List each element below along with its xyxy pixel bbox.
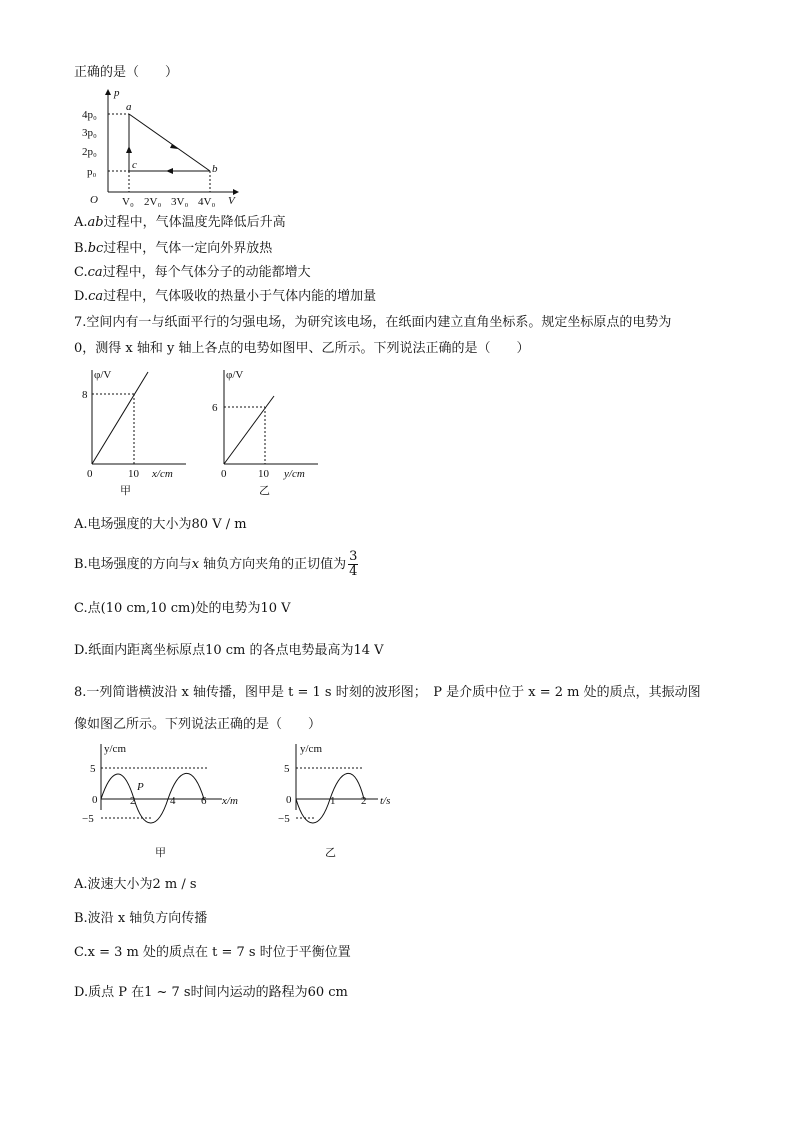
q6-option-b: B.bc过程中，气体一定向外界放热 bbox=[74, 241, 273, 256]
q8-yi-xtick-1: 1 bbox=[330, 795, 336, 807]
q7-option-c: C.点(10 cm,10 cm)处的电势为10 V bbox=[74, 601, 291, 616]
q8-jia-xtick-4: 4 bbox=[170, 795, 176, 807]
q8-yi-y-axis: y/cm bbox=[300, 743, 322, 755]
q8-stem-line2: 像如图乙所示。下列说法正确的是（ ） bbox=[74, 717, 322, 732]
q8-yi-ytick-pos: 5 bbox=[284, 763, 290, 775]
q8-jia-caption: 甲 bbox=[155, 847, 166, 859]
q6-ytick-4p0: 4p₀ bbox=[82, 109, 97, 121]
q7-jia-origin: 0 bbox=[87, 468, 93, 480]
q7-jia-y-axis: φ/V bbox=[94, 369, 112, 381]
q6-ytick-p0: p₀ bbox=[87, 166, 97, 178]
q8-stem-line1: 8.一列简谐横波沿 x 轴传播，图甲是 t = 1 s 时刻的波形图； P 是介质中位于 x = 2 m 处的质点，其振动图 bbox=[74, 685, 701, 700]
q7-jia-ytick: 8 bbox=[82, 389, 88, 401]
q6-option-c: C.ca过程中，每个气体分子的动能都增大 bbox=[74, 265, 311, 280]
q7-yi-xtick: 10 bbox=[258, 468, 269, 480]
q7-stem-line2: 0，测得 x 轴和 y 轴上各点的电势如图甲、乙所示。下列说法正确的是（ ） bbox=[74, 341, 530, 356]
q8-yi-caption: 乙 bbox=[325, 847, 336, 859]
q7-option-d: D.纸面内距离坐标原点10 cm 的各点电势最高为14 V bbox=[74, 643, 384, 658]
q8-yi-xtick-2: 2 bbox=[361, 795, 367, 807]
q8-option-c: C.x = 3 m 处的质点在 t = 7 s 时位于平衡位置 bbox=[74, 945, 351, 960]
q8-jia-origin: 0 bbox=[92, 794, 98, 806]
q7-yi-x-axis: y/cm bbox=[284, 468, 305, 480]
q8-yi-x-axis: t/s bbox=[380, 795, 391, 807]
q7-yi-y-axis: φ/V bbox=[226, 369, 244, 381]
q8-jia-point-p: P bbox=[137, 781, 144, 793]
q6-point-c: c bbox=[132, 159, 137, 171]
q6-xtick-2v0: 2V₀ bbox=[144, 196, 162, 208]
q7-option-a: A.电场强度的大小为80 V / m bbox=[74, 517, 247, 532]
q6-option-a: A.ab过程中，气体温度先降低后升高 bbox=[74, 215, 286, 230]
q6-xtick-v0: V₀ bbox=[122, 196, 134, 208]
q7-option-b: B.电场强度的方向与x 轴负方向夹角的正切值为 $\frac{3}{4}$ bbox=[74, 549, 358, 579]
q6-ytick-2p0: 2p₀ bbox=[82, 146, 97, 158]
q7-yi-origin: 0 bbox=[221, 468, 227, 480]
q7-jia-x-axis: x/cm bbox=[152, 468, 173, 480]
q8-yi-ytick-neg: −5 bbox=[278, 813, 290, 825]
q8-jia-y-axis: y/cm bbox=[104, 743, 126, 755]
q7-jia-xtick: 10 bbox=[128, 468, 139, 480]
q7-option-b-fraction: $\frac{3}{4}$ bbox=[349, 549, 358, 579]
q6-point-a: a bbox=[126, 101, 132, 113]
q7-jia-caption: 甲 bbox=[120, 485, 131, 497]
q6-x-axis-label: V bbox=[228, 195, 235, 207]
q8-jia-ytick-pos: 5 bbox=[90, 763, 96, 775]
q7-graph-jia bbox=[78, 366, 188, 498]
q8-jia-x-axis: x/m bbox=[222, 795, 238, 807]
q6-xtick-4v0: 4V₀ bbox=[198, 196, 216, 208]
q8-graph-jia bbox=[82, 740, 252, 862]
q6-ytick-3p0: 3p₀ bbox=[82, 127, 97, 139]
q6-option-d: D.ca过程中，气体吸收的热量小于气体内能的增加量 bbox=[74, 289, 377, 304]
q6-xtick-3v0: 3V₀ bbox=[171, 196, 189, 208]
q6-pv-graph bbox=[78, 86, 248, 211]
q6-origin: O bbox=[90, 194, 98, 206]
q8-option-b: B.波沿 x 轴负方向传播 bbox=[74, 911, 208, 926]
q8-jia-xtick-6: 6 bbox=[201, 795, 207, 807]
q8-option-d: D.质点 P 在1 ~ 7 s时间内运动的路程为60 cm bbox=[74, 985, 348, 1000]
q7-yi-ytick: 6 bbox=[212, 402, 218, 414]
q7-yi-caption: 乙 bbox=[259, 485, 270, 497]
q8-option-a: A.波速大小为2 m / s bbox=[74, 877, 197, 892]
q6-y-axis-label: p bbox=[114, 87, 120, 99]
q8-graph-yi bbox=[280, 740, 410, 862]
q6-stem-tail: 正确的是（ ） bbox=[74, 65, 179, 80]
q7-graph-yi bbox=[212, 366, 322, 498]
q6-point-b: b bbox=[212, 163, 218, 175]
q8-jia-ytick-neg: −5 bbox=[82, 813, 94, 825]
q8-jia-xtick-2: 2 bbox=[130, 795, 136, 807]
q8-yi-origin: 0 bbox=[286, 794, 292, 806]
q7-stem-line1: 7.空间内有一与纸面平行的匀强电场，为研究该电场，在纸面内建立直角坐标系。规定坐标原点的电势为 bbox=[74, 315, 672, 330]
